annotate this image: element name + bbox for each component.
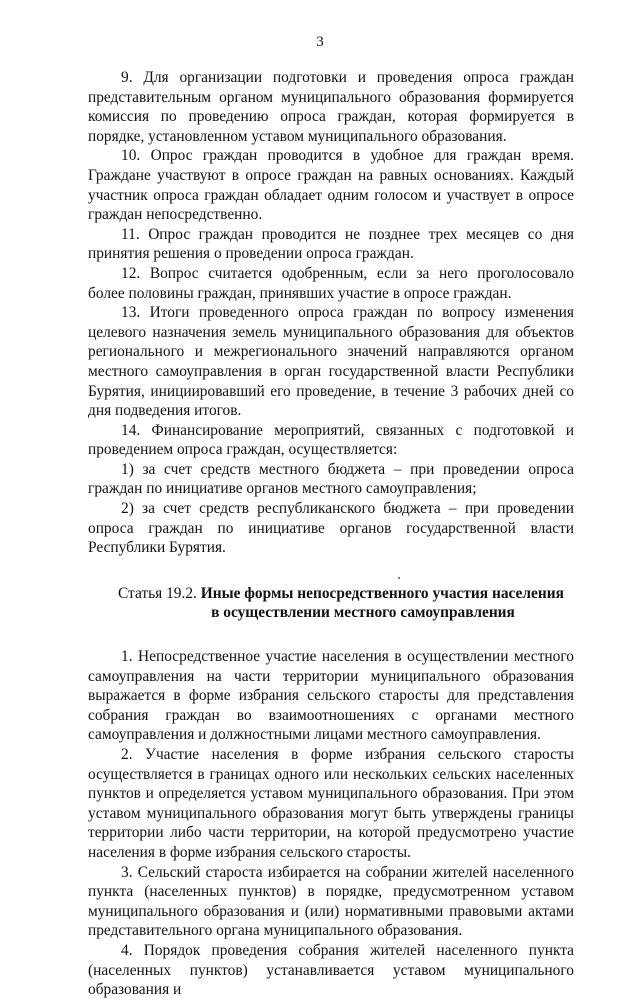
page-number: 3 — [316, 34, 324, 50]
article-paragraph-3: 3. Сельский староста избирается на собрании жителей населенного пункта (населенных пунктов) в порядке, предусмотренном уставом муниципального образования и (или) нормативными правовыми актами представительного органа муниципального образования. — [88, 863, 574, 940]
article-paragraph-2: 2. Участие населения в форме избрания сельского старосты осуществляется в границах одного или нескольких сельских населенных пунктов и определяется уставом муниципального образования. При этом уставом муниципального образования могут быть утверждены границы территории либо части территории, на которой предусмотрено участие населения в форме избрания сельского старосты. — [88, 746, 574, 861]
paragraph-9: 9. Для организации подготовки и проведения опроса граждан представительным органом муниципального образования формируется комиссия по проведению опроса граждан, которая формируется в порядке, установленном уставом муниципального образования. — [88, 69, 574, 145]
document-body — [88, 68, 574, 1000]
paragraph-11: 11. Опрос граждан проводится не позднее трех месяцев со дня принятия решения о проведении опроса граждан. — [88, 225, 574, 263]
article-title-line-2: в осуществлении местного самоуправления — [211, 604, 515, 622]
paragraph-14: 14. Финансирование мероприятий, связанных с подготовкой и проведением опроса граждан, осуществляется: — [88, 421, 574, 459]
article-title-line-1: Иные формы непосредственного участия населения — [200, 584, 564, 602]
paragraph-13: 13. Итоги проведенного опроса граждан по вопросу изменения целевого назначения земель муниципального образования для объектов регионального и межрегионального значений направляются органом местного самоуправления в орган государственной власти Республики Бурятия, инициировавший его проведение, в течение 3 рабочих дней со дня подведения итогов. — [88, 304, 574, 420]
paragraph-14-item-2: 2) за счет средств республиканского бюджета – при проведении опроса граждан по инициативе органов государственной власти Республики Бурятия. — [88, 500, 574, 557]
paragraph-12: 12. Вопрос считается одобренным, если за него проголосовало более половины граждан, принявших участие в опросе граждан. — [88, 264, 574, 302]
article-paragraph-4: 4. Порядок проведения собрания жителей населенного пункта (населенных пунктов) устанавливается уставом муниципального образования и — [88, 941, 574, 999]
paragraph-14-item-1: 1) за счет средств местного бюджета – при проведении опроса граждан по инициативе органов местного самоуправления; — [88, 460, 574, 498]
article-heading — [88, 584, 574, 623]
scan-speck — [398, 577, 400, 579]
paragraph-10: 10. Опрос граждан проводится в удобное для граждан время. Граждане участвуют в опросе граждан на равных основаниях. Каждый участник опроса граждан обладает одним голосом и участвует в опросе граждан непосредственно. — [88, 147, 574, 224]
article-paragraph-1: 1. Непосредственное участие населения в осуществлении местного самоуправления на части территории муниципального образования выражается в форме избрания сельского старосты для представления собрания граждан во взаимоотношениях с органами местного самоуправления и должностными лицами местного самоуправления. — [88, 648, 574, 744]
article-label: Статья 19.2. — [118, 584, 197, 602]
